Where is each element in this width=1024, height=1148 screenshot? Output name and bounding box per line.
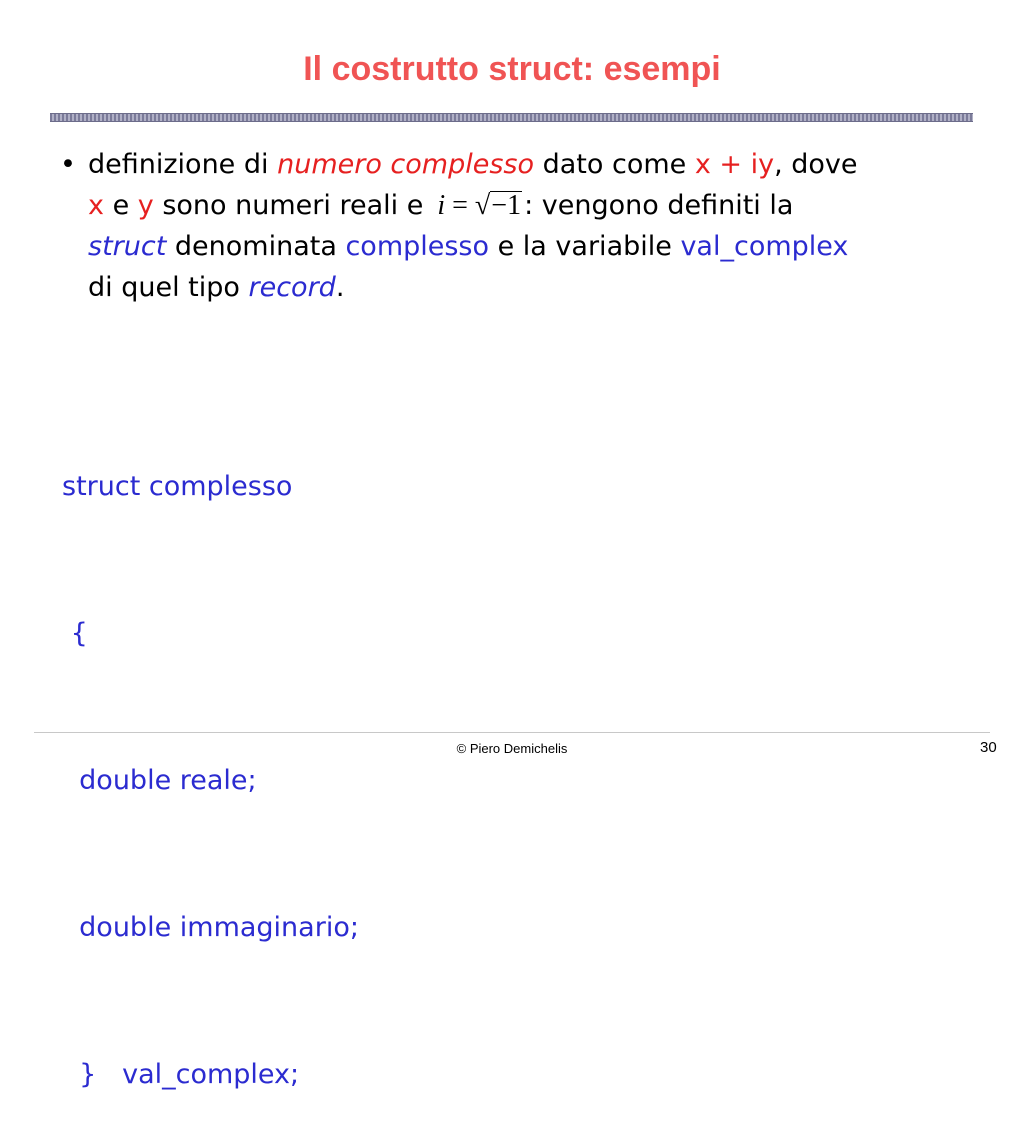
term-val-complex: val_complex — [680, 231, 849, 262]
term-record: record — [248, 272, 336, 303]
code-line: double reale; — [62, 765, 257, 796]
expr-x-iy: x + iy — [694, 149, 775, 180]
sqrt-symbol — [475, 185, 522, 226]
var-x: x — [88, 190, 104, 221]
page-number: 30 — [980, 739, 997, 756]
math-i: i — [437, 190, 446, 221]
code-line: struct complesso — [62, 471, 293, 502]
term-complesso: complesso — [345, 231, 490, 262]
term-numero-complesso: numero complesso — [277, 149, 535, 180]
code-line: { — [62, 618, 88, 649]
text-segment: e — [103, 190, 138, 221]
text-segment: sono numeri reali e — [153, 190, 424, 221]
bullet-text — [88, 144, 960, 308]
math-equals: = — [445, 190, 475, 221]
math-formula — [437, 185, 522, 226]
text-segment: definizione di — [88, 149, 278, 180]
sqrt-radicand: −1 — [491, 190, 522, 221]
term-struct: struct — [88, 231, 167, 262]
text-segment: denominata — [166, 231, 346, 262]
text-segment: . — [335, 272, 345, 303]
footer-divider — [34, 732, 990, 733]
code-line: double immaginario; — [62, 912, 359, 943]
slide-title: Il costrutto struct: esempi — [303, 50, 721, 88]
text-segment: , dove — [774, 149, 858, 180]
text-segment: di quel tipo — [88, 272, 249, 303]
code-block — [62, 364, 359, 1148]
text-segment: : vengono definiti la — [524, 190, 794, 221]
text-segment: e la variabile — [489, 231, 681, 262]
bullet-marker: • — [60, 149, 76, 180]
code-line: } val_complex; — [62, 1059, 300, 1090]
sqrt-sign: √ — [474, 190, 491, 221]
bullet-paragraph — [60, 144, 960, 308]
footer-author: © Piero Demichelis — [456, 741, 568, 756]
title-divider — [50, 113, 973, 122]
text-segment: dato come — [534, 149, 695, 180]
var-y: y — [137, 190, 154, 221]
